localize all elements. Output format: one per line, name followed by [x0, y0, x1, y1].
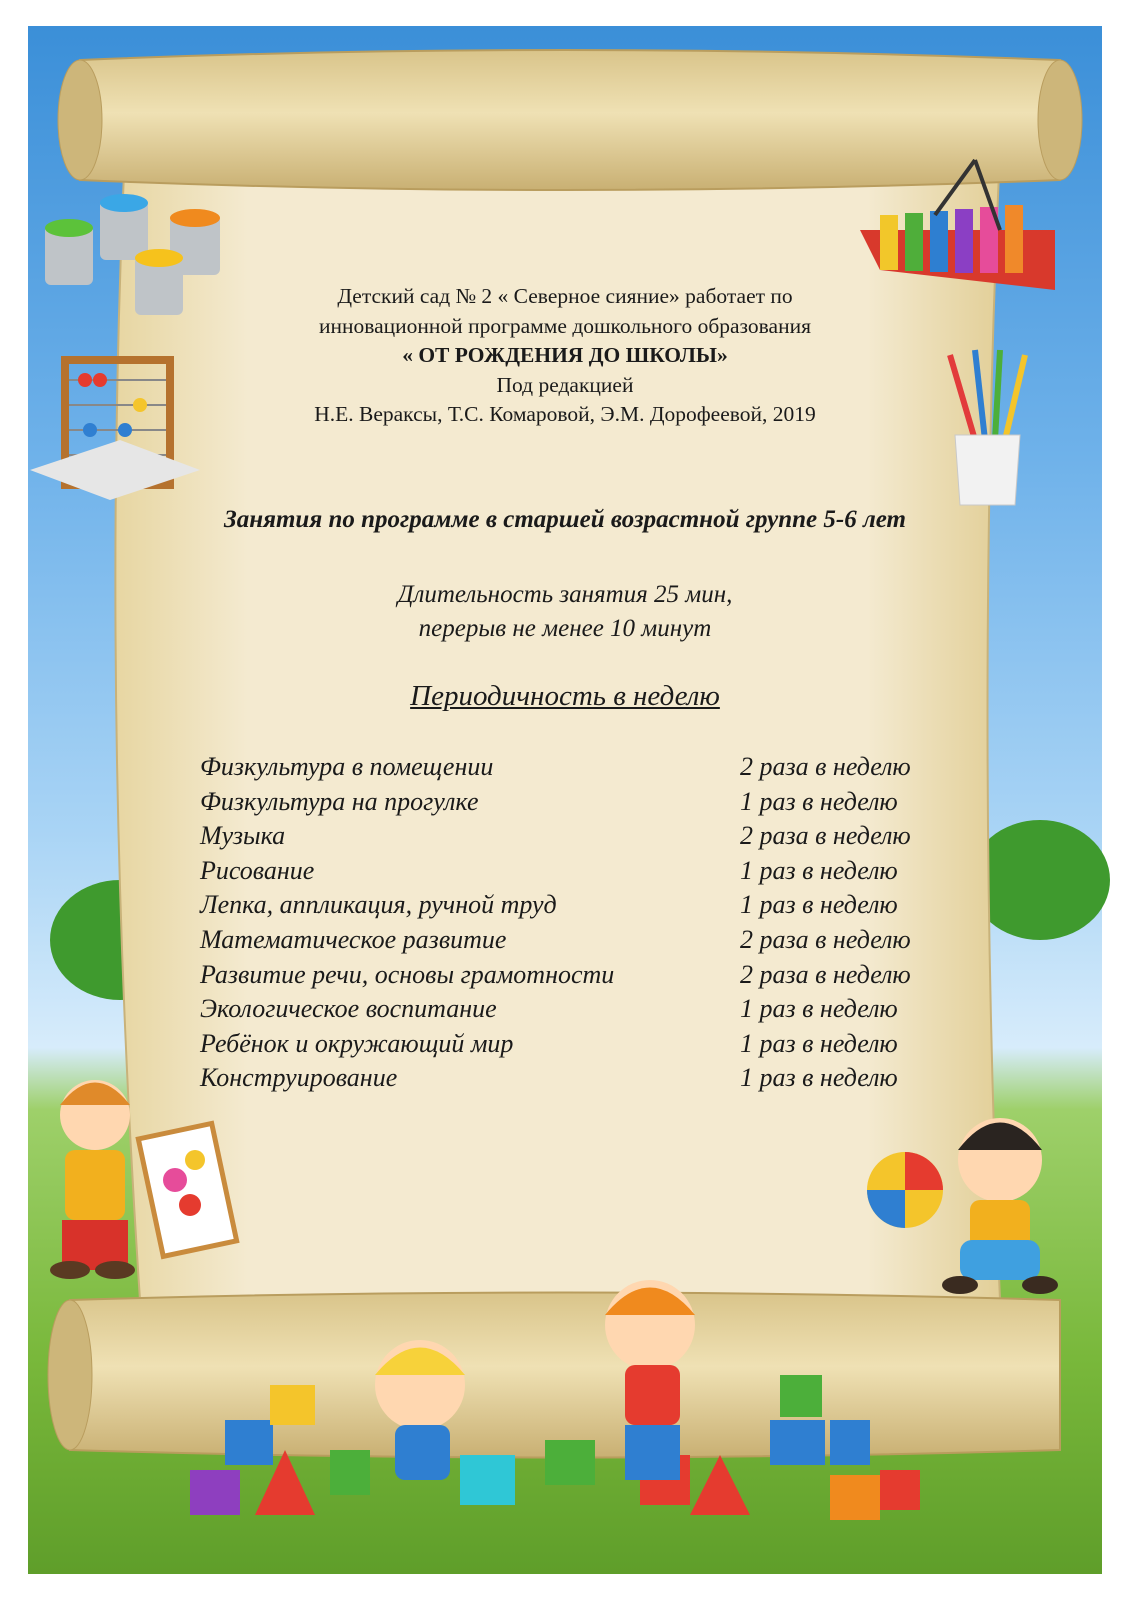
intro-line-2: инновационной программе дошкольного образования: [318, 313, 811, 338]
frequency-value: 1 раз в неделю: [740, 786, 898, 816]
schedule-row: [200, 819, 960, 854]
subject-name: Математическое развитие: [200, 924, 507, 954]
duration-line-1: Длительность занятия 25 мин,: [397, 581, 733, 608]
group-title: Занятия по программе в старшей возрастной группе 5-6 лет: [224, 506, 906, 533]
frequency-value: 2 раза в неделю: [740, 924, 911, 954]
subject-name: Развитие речи, основы грамотности: [200, 959, 615, 989]
schedule-row: [200, 854, 960, 889]
program-title: « ОТ РОЖДЕНИЯ ДО ШКОЛЫ»: [402, 343, 728, 367]
schedule-row: [200, 1027, 960, 1062]
frequency-value: 2 раза в неделю: [740, 752, 911, 781]
subject-name: Физкультура на прогулке: [200, 786, 479, 816]
schedule-row: [200, 888, 960, 923]
authors-line: Н.Е. Вераксы, Т.С. Комаровой, Э.М. Дорофеевой, 2019: [314, 402, 816, 426]
frequency-value: 1 раз в неделю: [740, 855, 898, 885]
schedule-row: [200, 1061, 960, 1096]
frequency-value: 1 раз в неделю: [740, 1063, 898, 1093]
kindergarten-intro: [0, 282, 1130, 430]
schedule-row: [200, 992, 960, 1027]
schedule-row: [200, 750, 960, 785]
subject-name: Рисование: [200, 855, 315, 885]
subject-name: Экологическое воспитание: [200, 994, 497, 1024]
schedule-row: [200, 923, 960, 958]
intro-line-1: Детский сад № 2 « Северное сияние» работает по: [337, 284, 793, 308]
schedule-row: [200, 785, 960, 820]
scroll-top-roll: [80, 50, 1060, 190]
subject-name: Ребёнок и окружающий мир: [200, 1028, 514, 1058]
frequency-value: 1 раз в неделю: [740, 994, 898, 1024]
frequency-value: 2 раза в неделю: [740, 959, 911, 989]
duration-info: [0, 578, 1130, 646]
duration-line-2: перерыв не менее 10 минут: [418, 615, 712, 642]
frequency-value: 1 раз в неделю: [740, 1028, 898, 1058]
subject-name: Конструирование: [200, 1063, 398, 1093]
frequency-value: 1 раз в неделю: [740, 890, 898, 920]
subject-name: Физкультура в помещении: [200, 752, 494, 781]
subject-name: Музыка: [200, 821, 286, 851]
periodicity-title: Периодичность в неделю: [410, 680, 720, 712]
frequency-value: 2 раза в неделю: [740, 821, 911, 851]
scroll-bottom-roll: [70, 1293, 1060, 1458]
schedule-list: [200, 750, 960, 1096]
edited-by-label: Под редакцией: [496, 372, 634, 397]
subject-name: Лепка, аппликация, ручной труд: [200, 890, 557, 920]
tree-right: [970, 820, 1110, 940]
ball-icon: [867, 1152, 943, 1228]
schedule-row: [200, 958, 960, 993]
